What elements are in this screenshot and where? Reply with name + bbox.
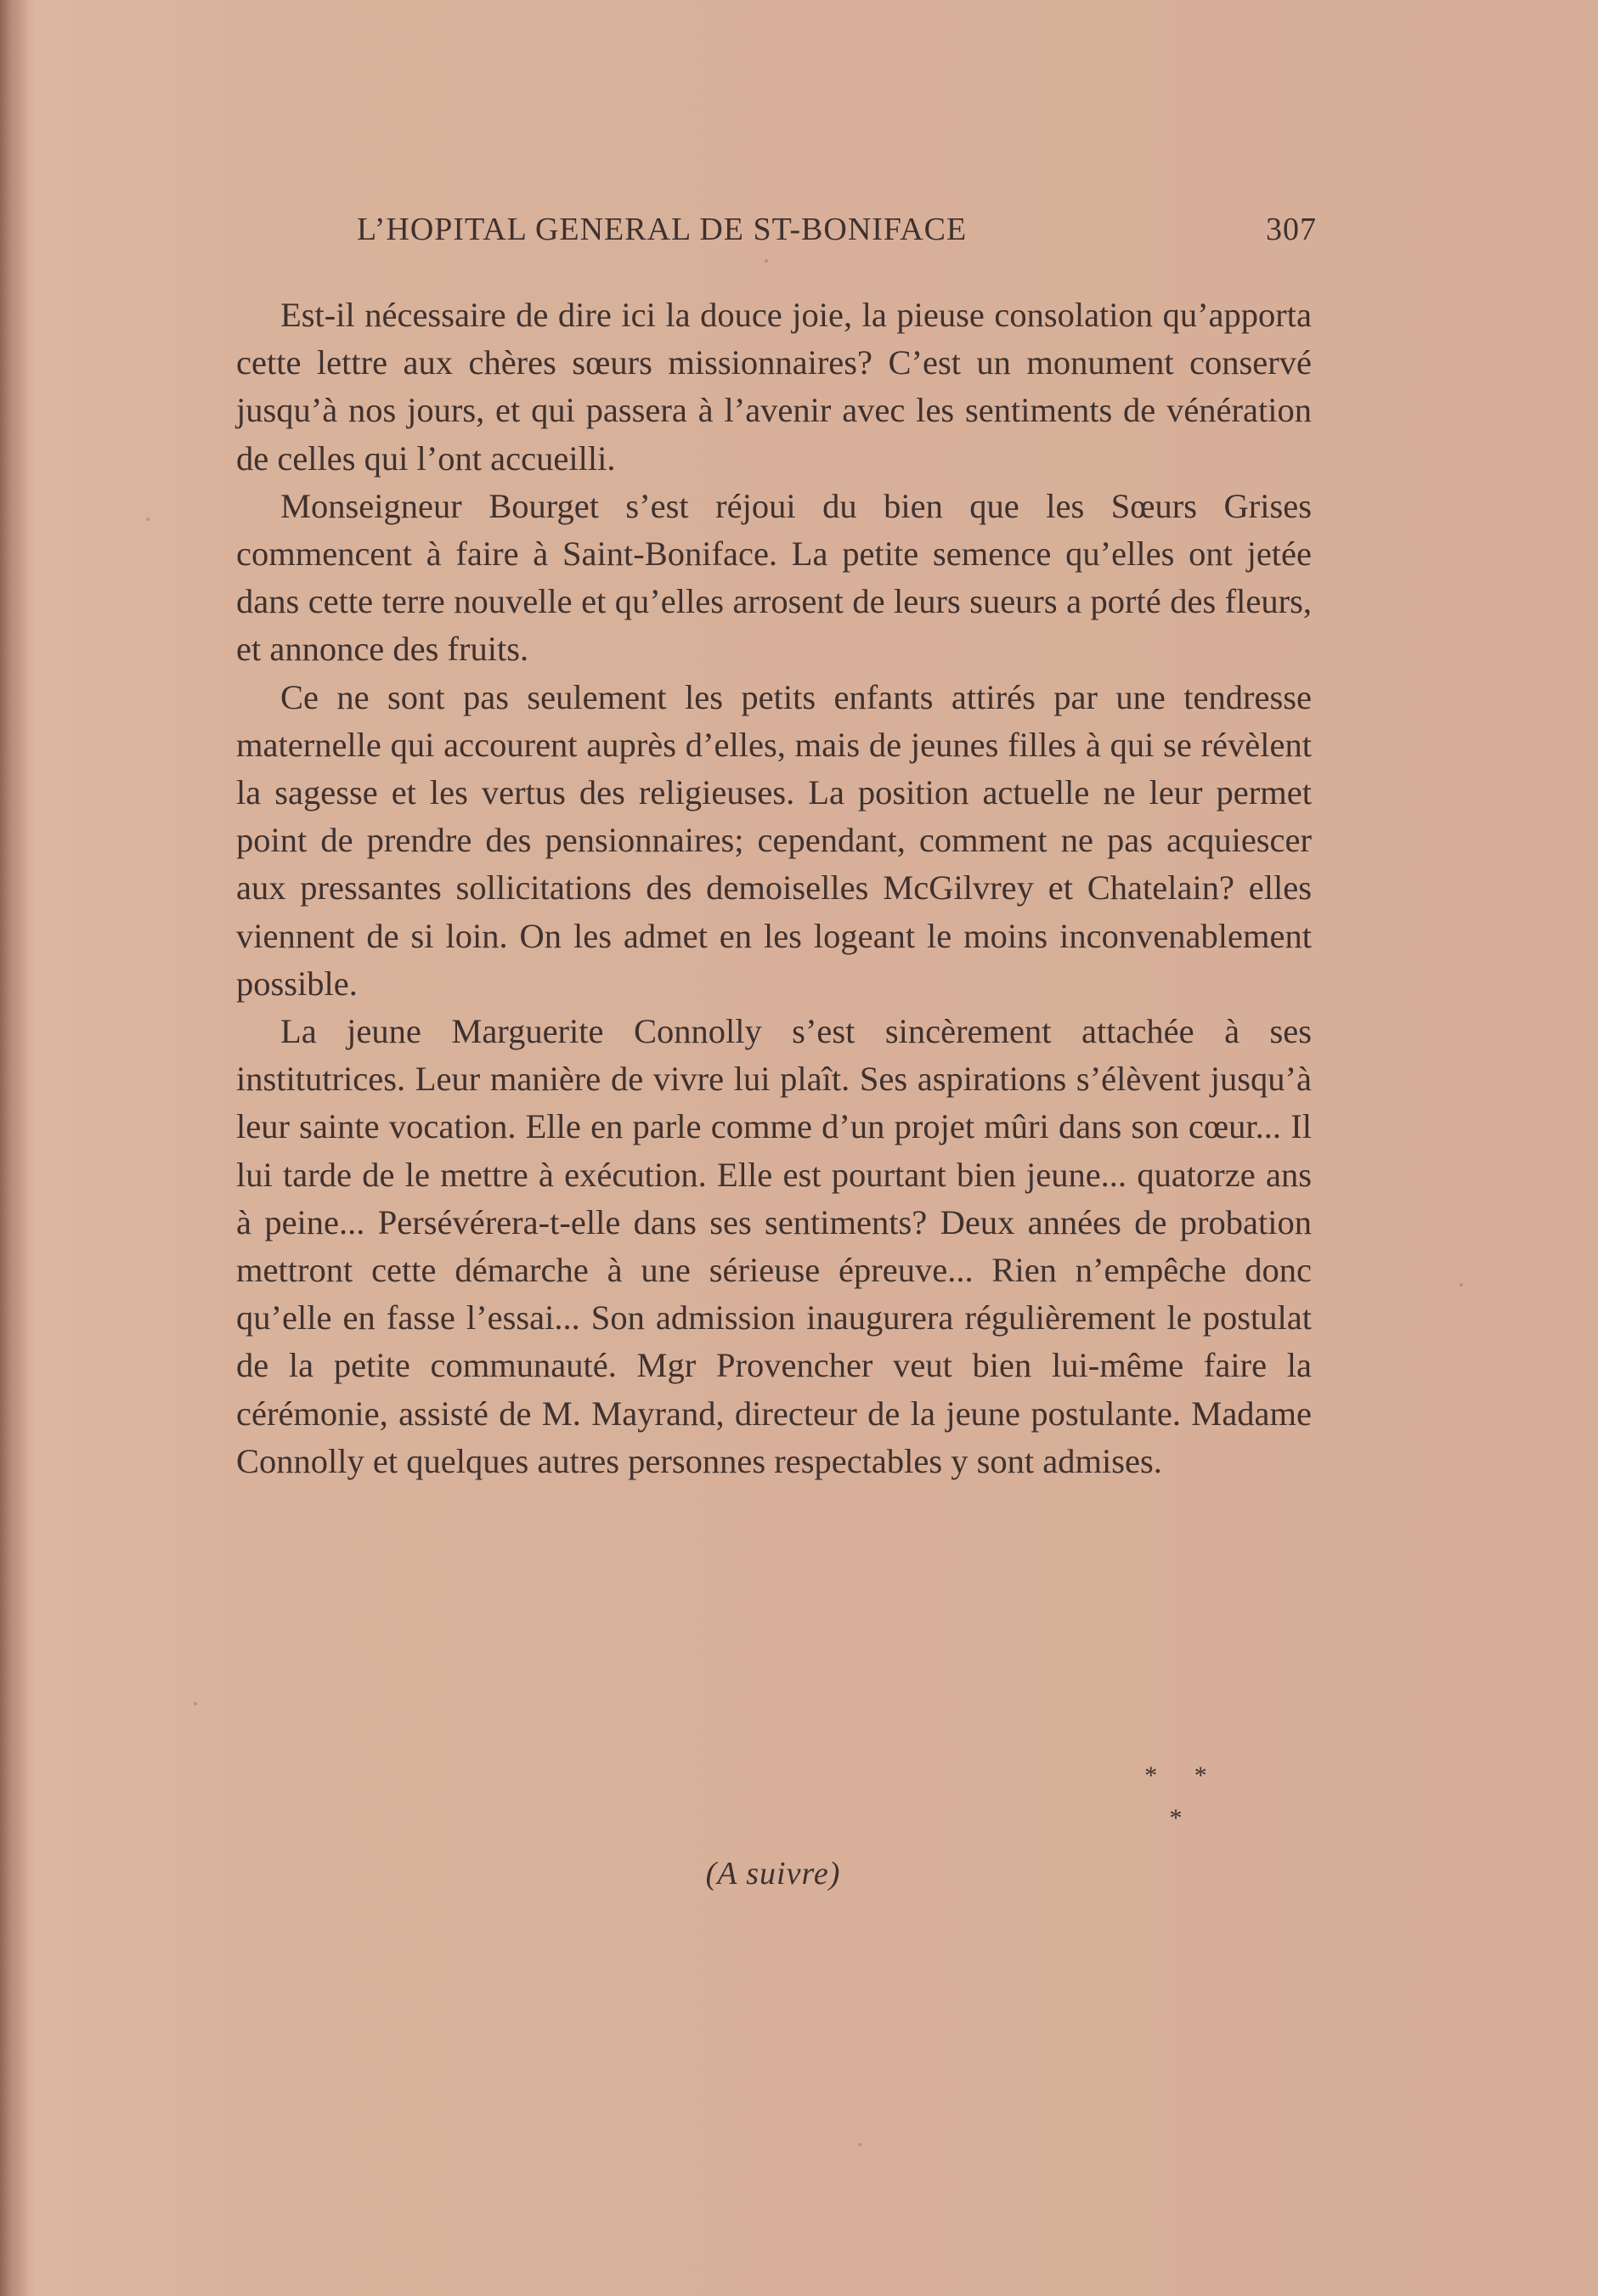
paper-speck [146,517,150,521]
paper-speck [858,2143,861,2146]
paper-speck [1460,1283,1463,1287]
running-header [357,204,1317,255]
running-title: L’HOPITAL GENERAL DE ST-BONIFACE [357,212,968,247]
page-number: 307 [1266,212,1317,247]
paper-speck [765,259,768,263]
page-binding-edge [0,0,29,2296]
paragraph-1: Est-il nécessaire de dire ici la douce joie, la pieuse consolation qu’apporta cette lettre aux chères sœurs missionnaires? C’est un monument conservé jusqu’à nos jours, et qui passera à l’avenir avec les sentiments de vénération de celles qui l’ont accueilli. [236,296,1312,478]
paragraph-4: La jeune Marguerite Connolly s’est sincèrement attachée à ses institutrices. Leur manière de vivre lui plaît. Ses aspirations s’élèvent jusqu’à leur sainte vocation. Elle en parle comme d’un projet mûri dans son cœur... Il lui tarde de le mettre à exécution. Elle est pourtant bien jeune... quatorze ans à peine... Persévérera-t-elle dans ses sentiments? Deux années de probation mettront cette démarche à une sérieuse épreuve... Rien n’empêche donc qu’elle en fasse l’essai... Son admission inaugurera régulièrement le postulat de la petite communauté. Mgr Provencher veut bien lui-même faire la cérémonie, assisté de M. Mayrand, directeur de la jeune postulante. Madame Connolly et quelques autres personnes respectables y sont admises. [236,1012,1312,1480]
paper-speck [194,1702,197,1705]
body-text [236,291,1312,1485]
paragraph-2: Monseigneur Bourget s’est réjoui du bien que les Sœurs Grises commencent à faire à Saint-Boniface. La petite semence qu’elles ont jetée dans cette terre nouvelle et qu’elles arrosent de leurs sueurs a porté des fleurs, et annonce des fruits. [236,486,1312,669]
continuation-note: (A suivre) [705,1856,841,1892]
paragraph-3: Ce ne sont pas seulement les petits enfants attirés par une tendresse maternelle qui accourent auprès d’elles, mais de jeunes filles à qui se révèlent la sagesse et les vertus des religieuses. La position actuelle ne leur permet point de prendre des pensionnaires; cependant, comment ne pas acquiescer aux pressantes sollicitations des demoiselles McGilvrey et Chatelain? elles viennent de si loin. On les admet en les logeant le moins inconvenablement possible. [236,677,1312,1003]
section-break: * * * [1144,1762,1222,1832]
